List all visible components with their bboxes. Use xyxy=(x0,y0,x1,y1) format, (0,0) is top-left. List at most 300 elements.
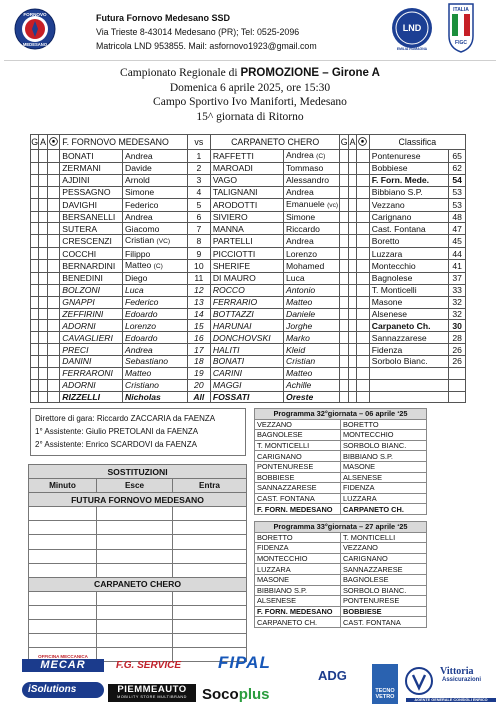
home-goal-cell xyxy=(31,150,39,163)
standings-team: Fidenza xyxy=(369,344,448,356)
sub-out-cell xyxy=(97,507,173,521)
club-name: Futura Fornovo Medesano SSD xyxy=(96,13,231,23)
away-player-surname: ARODOTTI xyxy=(210,198,283,211)
letterhead xyxy=(0,0,500,58)
lineup-row xyxy=(31,260,466,273)
away-card-cell xyxy=(348,163,356,175)
lnd-logo xyxy=(390,6,434,52)
lineup-row xyxy=(31,235,466,248)
sub-in-cell xyxy=(173,591,247,605)
sub-out-cell xyxy=(97,634,173,648)
away-goal-cell xyxy=(340,379,348,391)
standings-points: 62 xyxy=(449,163,466,175)
svg-text:FORNOVO: FORNOVO xyxy=(23,12,47,17)
home-player-name: Federico xyxy=(123,198,188,211)
ammonizione-col-header: A xyxy=(39,135,47,150)
away-goal-cell xyxy=(340,150,348,163)
programma-33-table xyxy=(254,521,427,628)
away-player-surname: BOTTAZZI xyxy=(210,308,283,320)
standings-points: 65 xyxy=(449,150,466,163)
away-goal-cell xyxy=(340,344,348,356)
fixture-row xyxy=(255,472,427,483)
lineup-row xyxy=(31,223,466,235)
home-ball-cell xyxy=(47,163,60,175)
away-card-cell xyxy=(348,391,356,403)
standings-points: 32 xyxy=(449,308,466,320)
fixture-home: CARIGNANO xyxy=(255,451,341,462)
away-player-name: Antonio xyxy=(284,284,340,296)
standings-points: 30 xyxy=(449,320,466,332)
programma-33-title: Programma 33°giornata – 27 aprile ‘25 xyxy=(255,522,427,533)
fixture-row xyxy=(255,617,427,628)
fixture-row xyxy=(255,483,427,494)
home-player-surname: CAVAGLIERI xyxy=(60,332,123,344)
home-goal-cell xyxy=(31,211,39,223)
fixture-row xyxy=(255,564,427,575)
home-ball-cell xyxy=(47,344,60,356)
standings-team xyxy=(369,379,448,391)
fixture-home: BOBBIESE xyxy=(255,472,341,483)
fixture-row xyxy=(255,596,427,607)
home-ball-cell xyxy=(47,235,60,248)
home-ball-cell xyxy=(47,248,60,260)
fixture-row xyxy=(255,451,427,462)
away-player-surname: MAGGI xyxy=(210,379,283,391)
home-ball-cell xyxy=(47,367,60,379)
lineup-row xyxy=(31,284,466,296)
svg-text:ITALIA: ITALIA xyxy=(453,7,469,13)
sponsor-adg: ADG xyxy=(318,668,347,683)
home-goal-cell xyxy=(31,379,39,391)
vs-header: vs xyxy=(187,135,210,150)
home-player-surname: ZERMANI xyxy=(60,163,123,175)
away-ball-cell xyxy=(357,391,370,403)
home-goal-cell xyxy=(31,163,39,175)
club-matricola: Matricola LND 953855. Mail: asfornovo1923@gmail.com xyxy=(96,41,317,51)
lineup-row xyxy=(31,273,466,285)
home-card-cell xyxy=(39,367,47,379)
fixture-row xyxy=(255,606,427,617)
away-player-name: Daniele xyxy=(284,308,340,320)
shirt-number: 10 xyxy=(187,260,210,273)
home-player-surname: ADORNI xyxy=(60,379,123,391)
away-card-cell xyxy=(348,150,356,163)
away-ball-cell xyxy=(357,186,370,198)
away-goal-cell xyxy=(340,223,348,235)
away-ball-cell xyxy=(357,150,370,163)
home-ball-cell xyxy=(47,223,60,235)
away-goal-cell xyxy=(340,198,348,211)
substitution-row xyxy=(29,535,247,549)
shirt-number: 16 xyxy=(187,332,210,344)
shirt-number: 6 xyxy=(187,211,210,223)
fixture-away: CAST. FONTANA xyxy=(341,617,427,628)
away-goal-cell xyxy=(340,235,348,248)
shirt-number: 17 xyxy=(187,344,210,356)
away-player-surname: VAGO xyxy=(210,174,283,186)
sponsor-vittoria-agent: AGENTE GENERALE CONSIGLI ENRICO xyxy=(406,698,496,702)
away-card-cell xyxy=(348,273,356,285)
home-goal-cell xyxy=(31,248,39,260)
home-player-name: Edoardo xyxy=(123,308,188,320)
match-venue: Campo Sportivo Ivo Maniforti, Medesano xyxy=(153,96,347,108)
home-ball-cell xyxy=(47,332,60,344)
home-player-name: Sebastiano xyxy=(123,355,188,367)
away-goal-cell xyxy=(340,320,348,332)
substitution-row xyxy=(29,634,247,648)
home-ball-cell xyxy=(47,260,60,273)
lineup-row xyxy=(31,367,466,379)
away-ball-cell xyxy=(357,355,370,367)
home-goal-cell xyxy=(31,273,39,285)
fixture-row xyxy=(255,461,427,472)
away-player-surname: MAROADI xyxy=(210,163,283,175)
home-player-surname: ZEFFIRINI xyxy=(60,308,123,320)
fixture-away: CARIGNANO xyxy=(341,553,427,564)
sub-in-cell xyxy=(173,620,247,634)
ball-icon xyxy=(47,135,60,150)
sub-out-cell xyxy=(97,605,173,619)
sub-minute-cell xyxy=(29,507,97,521)
fixture-home: FIDENZA xyxy=(255,543,341,554)
away-ball-cell xyxy=(357,344,370,356)
home-card-cell xyxy=(39,344,47,356)
fixture-row xyxy=(255,532,427,543)
sub-out-cell xyxy=(97,549,173,563)
svg-text:LND: LND xyxy=(402,23,422,33)
home-goal-cell xyxy=(31,332,39,344)
away-ball-cell xyxy=(357,308,370,320)
standings-team xyxy=(369,391,448,403)
col-entra: Entra xyxy=(173,479,247,493)
svg-text:EMILIA ROMAGNA: EMILIA ROMAGNA xyxy=(396,47,428,51)
home-player-name: Cristiano xyxy=(123,379,188,391)
lineup-row xyxy=(31,150,466,163)
away-card-cell xyxy=(348,248,356,260)
away-player-name: Tommaso xyxy=(284,163,340,175)
substitution-row xyxy=(29,521,247,535)
away-player-surname: MANNA xyxy=(210,223,283,235)
substitution-row xyxy=(29,620,247,634)
lineup-row xyxy=(31,344,466,356)
away-player-surname: CARINI xyxy=(210,367,283,379)
sub-out-cell xyxy=(97,535,173,549)
away-ball-cell xyxy=(357,284,370,296)
home-player-surname: PRECI xyxy=(60,344,123,356)
away-goal-cell xyxy=(340,273,348,285)
home-player-surname: PESSAGNO xyxy=(60,186,123,198)
sponsor-mecar: OFFICINA MECCANICA MECAR xyxy=(22,654,104,674)
away-subs-title: CARPANETO CHERO xyxy=(29,577,247,591)
home-player-name: Diego xyxy=(123,273,188,285)
standings-team: Sannazzarese xyxy=(369,332,448,344)
home-card-cell xyxy=(39,174,47,186)
shirt-number: 18 xyxy=(187,355,210,367)
away-player-name: Andrea xyxy=(284,235,340,248)
away-card-cell xyxy=(348,198,356,211)
standings-team: T. Monticelli xyxy=(369,284,448,296)
home-goal-cell xyxy=(31,186,39,198)
home-player-surname: SUTERA xyxy=(60,223,123,235)
shirt-number: 12 xyxy=(187,284,210,296)
home-goal-cell xyxy=(31,308,39,320)
away-card-cell xyxy=(348,344,356,356)
match-date: Domenica 6 aprile 2025, ore 15:30 xyxy=(169,81,331,94)
sponsor-piemmeauto: PIEMMEAUTO MOBILITY STORE MULTIBRAND xyxy=(108,684,196,702)
lineup-header xyxy=(31,135,466,150)
away-card-cell xyxy=(348,284,356,296)
fixture-away: VEZZANO xyxy=(341,543,427,554)
referee-line: Direttore di gara: Riccardo ZACCARIA da FAENZA xyxy=(35,414,216,423)
home-ball-cell xyxy=(47,320,60,332)
standings-points: 45 xyxy=(449,235,466,248)
sponsor-fipal: FIPAL xyxy=(218,653,271,672)
home-player-name: Lorenzo xyxy=(123,320,188,332)
shirt-number: 13 xyxy=(187,296,210,308)
away-player-name: Kleid xyxy=(284,344,340,356)
home-player-surname: BERSANELLI xyxy=(60,211,123,223)
shirt-number: 8 xyxy=(187,235,210,248)
fixture-home: F. FORN. MEDESANO xyxy=(255,606,341,617)
lineup-table xyxy=(30,134,466,403)
home-player-surname: DANINI xyxy=(60,355,123,367)
fixture-home: BIBBIANO S.P. xyxy=(255,585,341,596)
away-player-name: Luca xyxy=(284,273,340,285)
home-card-cell xyxy=(39,296,47,308)
fixture-home: LUZZARA xyxy=(255,564,341,575)
shirt-number: 2 xyxy=(187,163,210,175)
home-player-surname: BONATI xyxy=(60,150,123,163)
standings-team: Vezzano xyxy=(369,198,448,211)
home-player-surname: DAVIGHI xyxy=(60,198,123,211)
fixture-home: T. MONTICELLI xyxy=(255,440,341,451)
sponsor-tecnovetro: TECNO VETRO xyxy=(372,664,398,704)
home-player-name: Matteo (C) xyxy=(123,260,188,273)
standings-team: Pontenurese xyxy=(369,150,448,163)
home-ball-cell xyxy=(47,355,60,367)
standings-team: Montecchio xyxy=(369,260,448,273)
shirt-number: 9 xyxy=(187,248,210,260)
substitution-row xyxy=(29,591,247,605)
away-card-cell xyxy=(348,223,356,235)
away-player-name: Achille xyxy=(284,379,340,391)
home-card-cell xyxy=(39,235,47,248)
fixture-away: T. MONTICELLI xyxy=(341,532,427,543)
away-goal-cell xyxy=(340,284,348,296)
sponsor-vittoria: Vittoria xyxy=(440,666,474,677)
away-ball-cell xyxy=(357,367,370,379)
sub-in-cell xyxy=(173,563,247,577)
shirt-number: 5 xyxy=(187,198,210,211)
standings-points xyxy=(449,391,466,403)
programma-32-table xyxy=(254,408,427,515)
goal-col-header: G xyxy=(31,135,39,150)
home-ball-cell xyxy=(47,186,60,198)
lineup-row xyxy=(31,320,466,332)
standings-points: 33 xyxy=(449,284,466,296)
away-card-cell xyxy=(348,186,356,198)
sub-minute-cell xyxy=(29,563,97,577)
home-goal-cell xyxy=(31,260,39,273)
home-player-surname: FERRARONI xyxy=(60,367,123,379)
lineup-row xyxy=(31,174,466,186)
standings-team: Bobbiese xyxy=(369,163,448,175)
away-ball-cell xyxy=(357,163,370,175)
svg-text:FIGC: FIGC xyxy=(455,40,467,46)
away-player-name: Andrea (C) xyxy=(284,150,340,163)
home-card-cell xyxy=(39,332,47,344)
away-goal-cell xyxy=(340,355,348,367)
standings-team: Carignano xyxy=(369,211,448,223)
sub-minute-cell xyxy=(29,535,97,549)
fixture-home: CARPANETO CH. xyxy=(255,617,341,628)
away-goal-cell xyxy=(340,174,348,186)
lineup-row xyxy=(31,379,466,391)
away-card-cell xyxy=(348,308,356,320)
sponsor-socoplus: Socoplus xyxy=(202,686,270,703)
home-ball-cell xyxy=(47,198,60,211)
away-ball-cell xyxy=(357,320,370,332)
classifica-header: Classifica xyxy=(369,135,465,150)
fixture-row xyxy=(255,574,427,585)
sponsor-bar xyxy=(0,652,500,706)
fixture-row xyxy=(255,493,427,504)
standings-points: 53 xyxy=(449,198,466,211)
fixture-row xyxy=(255,585,427,596)
home-team-header: F. FORNOVO MEDESANO xyxy=(60,135,188,150)
home-card-cell xyxy=(39,198,47,211)
away-player-surname: SHERIFE xyxy=(210,260,283,273)
fixture-home: ALSENESE xyxy=(255,596,341,607)
match-officials xyxy=(30,408,246,456)
home-player-name: Andrea xyxy=(123,344,188,356)
sponsor-vittoria-sub: Assicurazioni xyxy=(442,677,482,683)
home-goal-cell xyxy=(31,367,39,379)
away-player-name: Marko xyxy=(284,332,340,344)
home-player-surname: ADORNI xyxy=(60,320,123,332)
away-card-cell xyxy=(348,211,356,223)
lineup-row xyxy=(31,186,466,198)
fixture-away: SORBOLO BIANC. xyxy=(341,585,427,596)
home-card-cell xyxy=(39,391,47,403)
standings-points: 47 xyxy=(449,223,466,235)
away-player-surname: HARUNAI xyxy=(210,320,283,332)
home-card-cell xyxy=(39,211,47,223)
fixture-row xyxy=(255,440,427,451)
standings-points: 32 xyxy=(449,296,466,308)
lineup-row xyxy=(31,391,466,403)
away-player-surname: RAFFETTI xyxy=(210,150,283,163)
away-ball-cell xyxy=(357,379,370,391)
home-player-surname: CRESCENZI xyxy=(60,235,123,248)
standings-team: Alsenese xyxy=(369,308,448,320)
away-team-header: CARPANETO CHERO xyxy=(210,135,340,150)
standings-points: 41 xyxy=(449,260,466,273)
fixture-away: SANNAZZARESE xyxy=(341,564,427,575)
away-player-name: Matteo xyxy=(284,367,340,379)
away-player-surname: FERRARIO xyxy=(210,296,283,308)
home-goal-cell xyxy=(31,223,39,235)
home-goal-cell xyxy=(31,391,39,403)
fixture-home: BAGNOLESE xyxy=(255,430,341,441)
home-card-cell xyxy=(39,163,47,175)
away-player-surname: PICCIOTTI xyxy=(210,248,283,260)
home-player-name: Edoardo xyxy=(123,332,188,344)
sub-minute-cell xyxy=(29,549,97,563)
match-info xyxy=(0,66,500,124)
fixture-away: CARPANETO CH. xyxy=(341,504,427,515)
home-card-cell xyxy=(39,248,47,260)
fixture-away: MASONE xyxy=(341,461,427,472)
fixture-away: ALSENESE xyxy=(341,472,427,483)
home-player-surname: RIZZELLI xyxy=(60,391,123,403)
away-player-name: Oreste xyxy=(284,391,340,403)
lineup-row xyxy=(31,248,466,260)
fixture-row xyxy=(255,430,427,441)
sub-minute-cell xyxy=(29,634,97,648)
away-player-name: Riccardo xyxy=(284,223,340,235)
home-player-name: Nicholas xyxy=(123,391,188,403)
home-ball-cell xyxy=(47,273,60,285)
away-player-surname: DONCHOVSKI xyxy=(210,332,283,344)
away-ball-cell xyxy=(357,296,370,308)
away-ball-cell xyxy=(357,235,370,248)
club-crest-logo xyxy=(14,8,56,50)
standings-points: 53 xyxy=(449,186,466,198)
away-player-surname: BONATI xyxy=(210,355,283,367)
club-info xyxy=(96,11,317,53)
standings-points: 26 xyxy=(449,344,466,356)
substitutions-title: SOSTITUZIONI xyxy=(29,465,247,479)
standings-points xyxy=(449,379,466,391)
sub-minute-cell xyxy=(29,591,97,605)
ball-icon xyxy=(357,135,370,150)
sub-minute-cell xyxy=(29,620,97,634)
away-goal-cell xyxy=(340,260,348,273)
assistant2-line: 2° Assistente: Enrico SCARDOVI da FAENZA xyxy=(35,440,197,449)
programma-32-title: Programma 32°giornata – 06 aprile ‘25 xyxy=(255,409,427,420)
away-ball-cell xyxy=(357,223,370,235)
away-player-name: Andrea xyxy=(284,186,340,198)
away-goal-cell xyxy=(340,308,348,320)
fixture-home: SANNAZZARESE xyxy=(255,483,341,494)
home-ball-cell xyxy=(47,296,60,308)
standings-team: Bagnolese xyxy=(369,273,448,285)
sub-minute-cell xyxy=(29,521,97,535)
fixture-home: MASONE xyxy=(255,574,341,585)
away-card-cell xyxy=(348,296,356,308)
shirt-number: All xyxy=(187,391,210,403)
standings-points: 37 xyxy=(449,273,466,285)
fixture-home: VEZZANO xyxy=(255,419,341,430)
home-player-surname: COCCHI xyxy=(60,248,123,260)
standings-points: 48 xyxy=(449,211,466,223)
sub-out-cell xyxy=(97,620,173,634)
lineup-row xyxy=(31,198,466,211)
away-ball-cell xyxy=(357,260,370,273)
home-player-name: Filippo xyxy=(123,248,188,260)
home-player-name: Arnold xyxy=(123,174,188,186)
col-minuto: Minuto xyxy=(29,479,97,493)
away-card-cell xyxy=(348,320,356,332)
home-player-surname: BENEDINI xyxy=(60,273,123,285)
home-card-cell xyxy=(39,260,47,273)
away-player-surname: HALITI xyxy=(210,344,283,356)
fixture-home: MONTECCHIO xyxy=(255,553,341,564)
standings-team: Masone xyxy=(369,296,448,308)
standings-team: Boretto xyxy=(369,235,448,248)
standings-team: Carpaneto Ch. xyxy=(369,320,448,332)
